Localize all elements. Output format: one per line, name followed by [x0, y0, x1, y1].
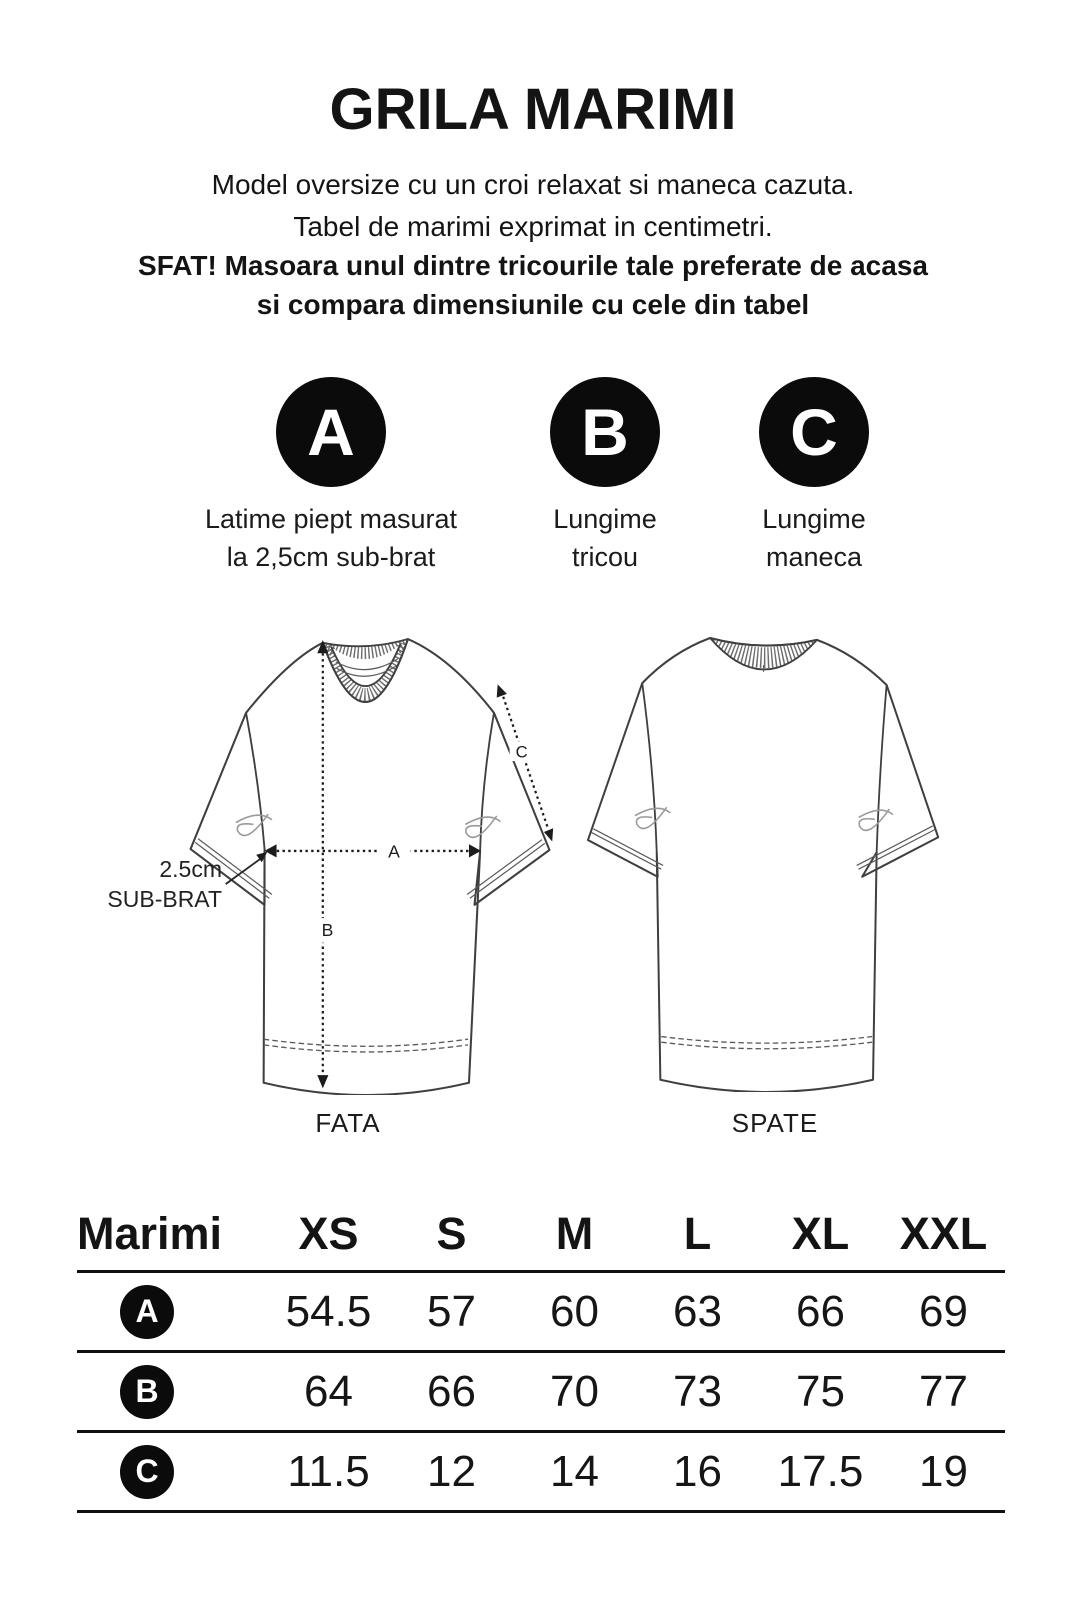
tip-line-2: si compara dimensiunile cu cele din tabel — [256, 289, 810, 320]
badge-a-icon: A — [276, 377, 386, 487]
underarm-note — [92, 854, 222, 914]
value-b-s: 66 — [427, 1366, 476, 1416]
row-badge-c-icon: C — [120, 1445, 174, 1499]
value-c-s: 12 — [427, 1446, 476, 1496]
header-size-xxl: XXL — [899, 1208, 988, 1259]
tshirt-back-sketch — [578, 622, 940, 1092]
value-b-xl: 75 — [796, 1366, 845, 1416]
row-badge-a-icon: A — [120, 1285, 174, 1339]
dim-c-arrow-up-icon — [497, 684, 507, 697]
underarm-note-line1: 2.5cm — [159, 856, 222, 882]
front-body-outline — [191, 639, 550, 1095]
legend-label-c — [664, 500, 964, 576]
value-a-xl: 66 — [796, 1286, 845, 1336]
value-b-m: 70 — [550, 1366, 599, 1416]
legend-a-line2: la 2,5cm sub-brat — [226, 542, 436, 572]
page-title: GRILA MARIMI — [329, 77, 737, 142]
value-c-xl: 17.5 — [777, 1446, 864, 1496]
value-a-l: 63 — [673, 1286, 722, 1336]
value-b-l: 73 — [673, 1366, 722, 1416]
legend-b-line1: Lungime — [553, 504, 657, 534]
value-a-xs: 54.5 — [285, 1286, 372, 1336]
value-c-m: 14 — [550, 1446, 599, 1496]
header-marimi: Marimi — [77, 1208, 223, 1259]
value-b-xxl: 77 — [919, 1366, 968, 1416]
legend-item-a — [181, 377, 481, 576]
collar-top-edge — [323, 639, 408, 646]
value-a-m: 60 — [550, 1286, 599, 1336]
badge-b-icon: B — [550, 377, 660, 487]
front-view-label: FATA — [315, 1108, 381, 1138]
intro-line-2: Tabel de marimi exprimat in centimetri. — [293, 211, 773, 242]
value-c-xxl: 19 — [919, 1446, 968, 1496]
legend-c-line1: Lungime — [762, 504, 866, 534]
size-table — [77, 1188, 1005, 1513]
badge-c-icon: C — [759, 377, 869, 487]
tip-line-1: SFAT! Masoara unul dintre tricourile tale preferate de acasa — [138, 250, 928, 281]
header-size-l: L — [683, 1208, 712, 1259]
tshirt-front-sketch — [185, 622, 555, 1095]
legend-a-line1: Latime piept masurat — [204, 504, 458, 534]
legend-c-line2: maneca — [765, 542, 863, 572]
intro-line-1: Model oversize cu un croi relaxat si maneca cazuta. — [211, 169, 855, 200]
legend-label-a — [181, 500, 481, 576]
legend-item-c — [664, 377, 964, 576]
legend-b-line2: tricou — [571, 542, 639, 572]
header-size-s: S — [436, 1208, 467, 1259]
header-size-xl: XL — [791, 1208, 850, 1259]
row-badge-b-icon: B — [120, 1365, 174, 1419]
table-row-a — [77, 1273, 1005, 1353]
table-row-b — [77, 1353, 1005, 1433]
size-table-header — [77, 1188, 1005, 1273]
underarm-note-line2: SUB-BRAT — [107, 886, 222, 912]
value-c-xs: 11.5 — [287, 1446, 370, 1496]
header-size-m: M — [555, 1208, 594, 1259]
dim-b-label: B — [321, 919, 334, 941]
value-a-xxl: 69 — [919, 1286, 968, 1336]
dim-c-label: C — [515, 742, 528, 762]
value-a-s: 57 — [427, 1286, 476, 1336]
table-row-c — [77, 1433, 1005, 1513]
value-b-xs: 64 — [304, 1366, 353, 1416]
back-view-label: SPATE — [731, 1108, 819, 1138]
value-c-l: 16 — [673, 1446, 722, 1496]
dim-a-label: A — [388, 841, 400, 862]
header-size-xs: XS — [298, 1208, 359, 1259]
